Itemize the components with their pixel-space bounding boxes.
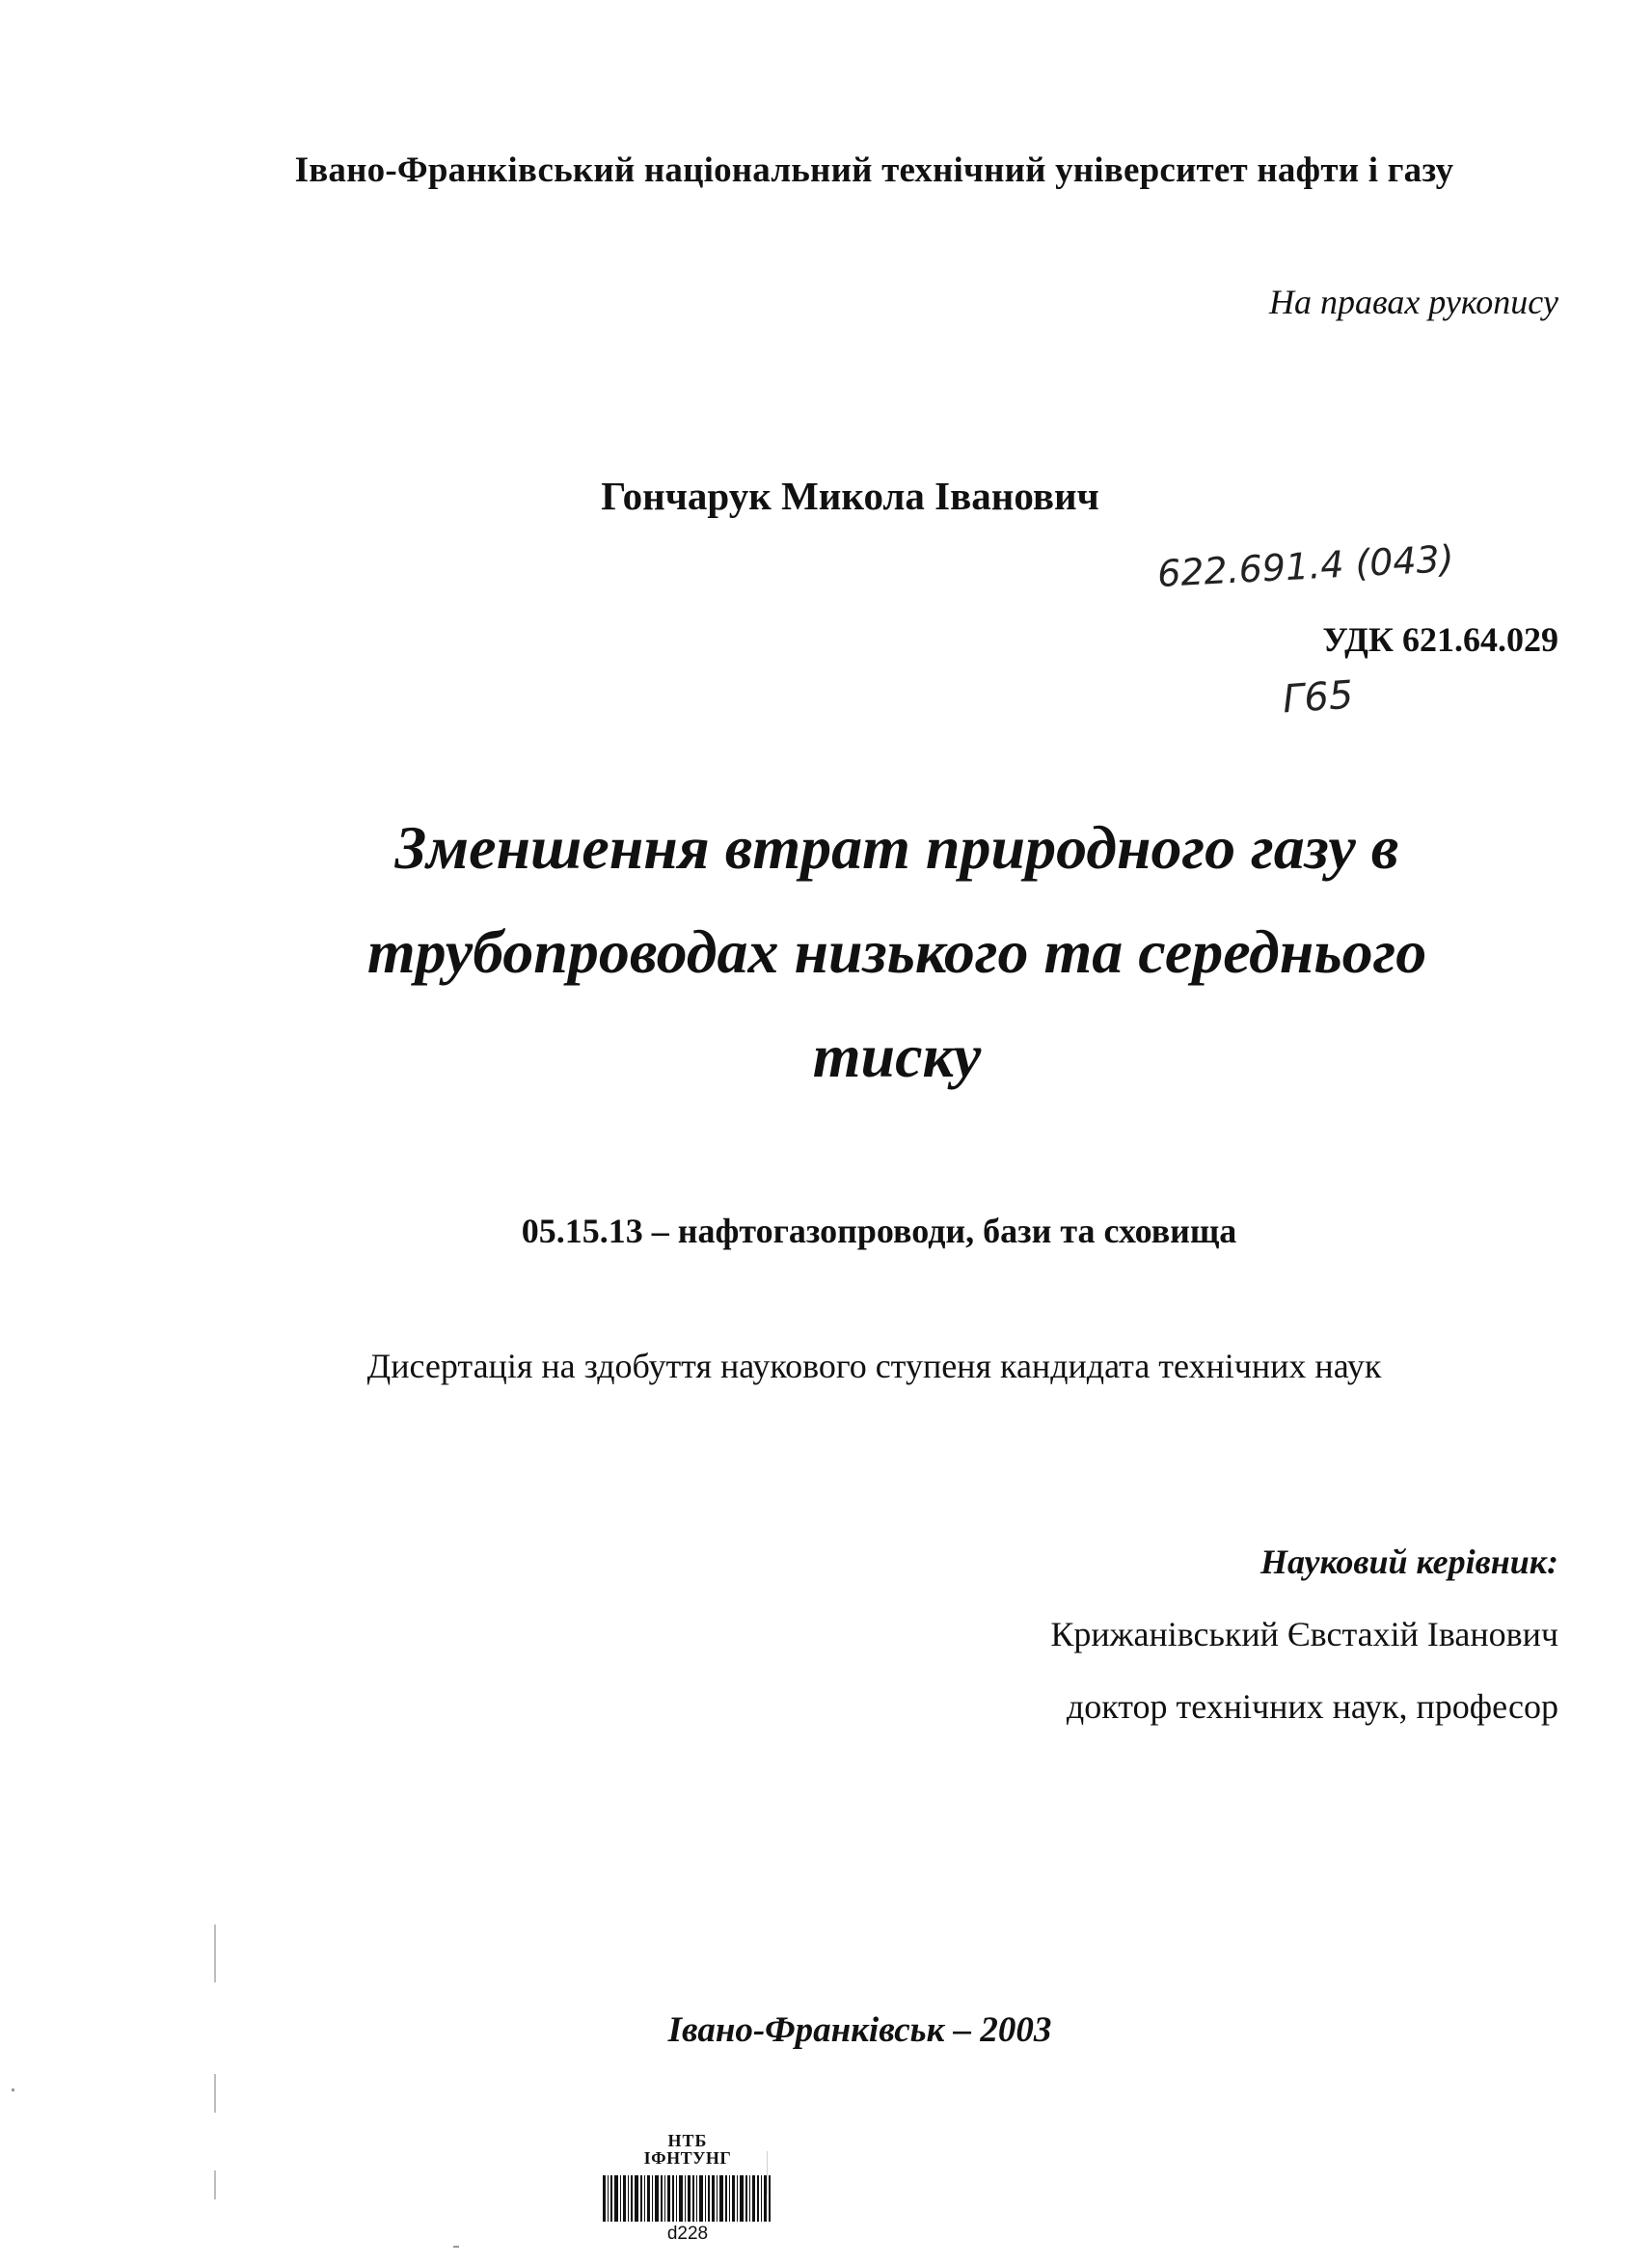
scan-artifact-line	[214, 2170, 216, 2199]
stamp-university-abbr: ІФНТУНГ	[643, 2148, 732, 2168]
title-line: тиску	[812, 1022, 982, 1090]
scan-artifact-dot	[453, 2246, 459, 2248]
author-name: Гончарук Микола Іванович	[601, 474, 1099, 518]
dissertation-title	[289, 796, 1504, 1108]
place-and-year: Івано-Франківськ – 2003	[667, 2010, 1052, 2050]
scan-artifact-dot	[12, 2089, 14, 2091]
stamp-inventory-code: d228	[666, 2224, 709, 2244]
library-stamp	[596, 2132, 779, 2248]
udk-code: УДК 621.64.029	[1322, 620, 1558, 659]
handwritten-author-mark: Г65	[1281, 672, 1355, 723]
scan-artifact-line	[214, 1925, 216, 1982]
barcode-icon	[601, 2175, 774, 2222]
scan-artifact-line	[214, 2074, 216, 2113]
title-line: Зменшення втрат природного газу в	[394, 813, 1399, 882]
specialty-code: 05.15.13 – нафтогазопроводи, бази та сховища	[521, 1212, 1237, 1250]
handwritten-classification-code: 622.691.4 (043)	[1156, 536, 1455, 596]
degree-statement: Дисертація на здобуття наукового ступеня кандидата технічних наук	[366, 1347, 1382, 1385]
advisor-title: доктор технічних наук, професор	[1066, 1687, 1558, 1726]
advisor-name: Крижанівський Євстахій Іванович	[1050, 1615, 1558, 1653]
university-name: Івано-Франківський національний технічний університет нафти і газу	[294, 150, 1454, 190]
scan-artifact-line	[767, 2151, 768, 2195]
title-line: трубопроводах низького та середнього	[366, 917, 1427, 986]
advisor-label: Науковий керівник:	[1260, 1543, 1558, 1581]
manuscript-note: На правах рукопису	[1268, 283, 1558, 321]
stamp-library-name: НТБ	[667, 2131, 708, 2150]
